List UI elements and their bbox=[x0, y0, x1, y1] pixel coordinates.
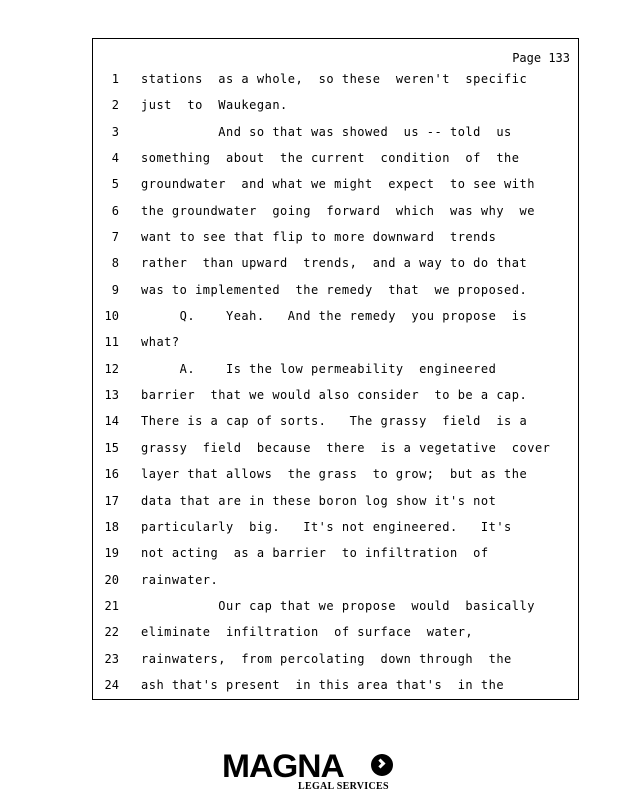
transcript-line bbox=[93, 625, 578, 651]
line-number: 20 bbox=[104, 572, 119, 587]
transcript-line bbox=[93, 652, 578, 678]
line-text: groundwater and what we might expect to see with bbox=[141, 177, 535, 192]
transcript-page bbox=[92, 38, 579, 700]
line-number: 12 bbox=[104, 361, 119, 376]
transcript-line bbox=[93, 204, 578, 230]
line-text: the groundwater going forward which was why we bbox=[141, 203, 535, 218]
arrow-circle-icon bbox=[371, 754, 393, 776]
transcript-line bbox=[93, 388, 578, 414]
line-text: not acting as a barrier to infiltration of bbox=[141, 546, 489, 561]
magna-logo bbox=[222, 748, 402, 794]
transcript-line bbox=[93, 72, 578, 98]
transcript-line bbox=[93, 520, 578, 546]
line-text: want to see that flip to more downward trends bbox=[141, 230, 497, 245]
line-text: layer that allows the grass to grow; but as the bbox=[141, 467, 528, 482]
line-number: 19 bbox=[104, 546, 119, 561]
line-number: 4 bbox=[111, 151, 119, 166]
line-number: 9 bbox=[111, 282, 119, 297]
transcript-line bbox=[93, 546, 578, 572]
line-number: 16 bbox=[104, 467, 119, 482]
transcript-line bbox=[93, 177, 578, 203]
line-text: just to Waukegan. bbox=[141, 98, 288, 113]
transcript-line bbox=[93, 678, 578, 704]
logo-subtitle: LEGAL SERVICES bbox=[298, 781, 389, 792]
line-text: what? bbox=[141, 335, 180, 350]
transcript-line bbox=[93, 125, 578, 151]
line-text: And so that was showed us -- told us bbox=[141, 124, 512, 139]
transcript-line bbox=[93, 309, 578, 335]
page-number: Page 133 bbox=[512, 51, 570, 65]
line-text: something about the current condition of the bbox=[141, 151, 520, 166]
line-text: rainwaters, from percolating down through the bbox=[141, 651, 512, 666]
line-text: was to implemented the remedy that we proposed. bbox=[141, 282, 528, 297]
line-number: 24 bbox=[104, 677, 119, 692]
line-number: 21 bbox=[104, 598, 119, 613]
line-number: 11 bbox=[104, 335, 119, 350]
line-number: 5 bbox=[111, 177, 119, 192]
line-text: grassy field because there is a vegetative cover bbox=[141, 440, 551, 455]
line-text: Q. Yeah. And the remedy you propose is bbox=[141, 309, 528, 324]
transcript-line bbox=[93, 573, 578, 599]
line-number: 6 bbox=[111, 203, 119, 218]
logo-wordmark: MAGNA bbox=[222, 748, 344, 784]
line-number: 23 bbox=[104, 651, 119, 666]
line-text: data that are in these boron log show it's not bbox=[141, 493, 497, 508]
transcript-line bbox=[93, 151, 578, 177]
transcript-line bbox=[93, 98, 578, 124]
line-number: 7 bbox=[111, 230, 119, 245]
transcript-line bbox=[93, 230, 578, 256]
line-text: particularly big. It's not engineered. It's bbox=[141, 519, 512, 534]
line-text: rainwater. bbox=[141, 572, 219, 587]
line-text: barrier that we would also consider to be a cap. bbox=[141, 388, 528, 403]
transcript-line bbox=[93, 441, 578, 467]
transcript-line bbox=[93, 362, 578, 388]
line-number: 18 bbox=[104, 519, 119, 534]
transcript-line bbox=[93, 599, 578, 625]
transcript-line bbox=[93, 467, 578, 493]
line-text: A. Is the low permeability engineered bbox=[141, 361, 497, 376]
line-text: There is a cap of sorts. The grassy field is a bbox=[141, 414, 528, 429]
line-number: 15 bbox=[104, 440, 119, 455]
line-number: 14 bbox=[104, 414, 119, 429]
line-number: 13 bbox=[104, 388, 119, 403]
transcript-line bbox=[93, 414, 578, 440]
line-number: 22 bbox=[104, 625, 119, 640]
transcript-lines bbox=[93, 72, 578, 704]
line-text: Our cap that we propose would basically bbox=[141, 598, 535, 613]
transcript-line bbox=[93, 335, 578, 361]
line-text: eliminate infiltration of surface water, bbox=[141, 625, 474, 640]
line-text: rather than upward trends, and a way to do that bbox=[141, 256, 528, 271]
line-number: 10 bbox=[104, 309, 119, 324]
line-number: 2 bbox=[111, 98, 119, 113]
line-text: ash that's present in this area that's in the bbox=[141, 677, 505, 692]
line-number: 3 bbox=[111, 124, 119, 139]
transcript-line bbox=[93, 494, 578, 520]
line-number: 1 bbox=[111, 72, 119, 86]
line-number: 17 bbox=[104, 493, 119, 508]
line-text: stations as a whole, so these weren't specific bbox=[141, 72, 528, 86]
transcript-line bbox=[93, 256, 578, 282]
transcript-line bbox=[93, 283, 578, 309]
line-number: 8 bbox=[111, 256, 119, 271]
